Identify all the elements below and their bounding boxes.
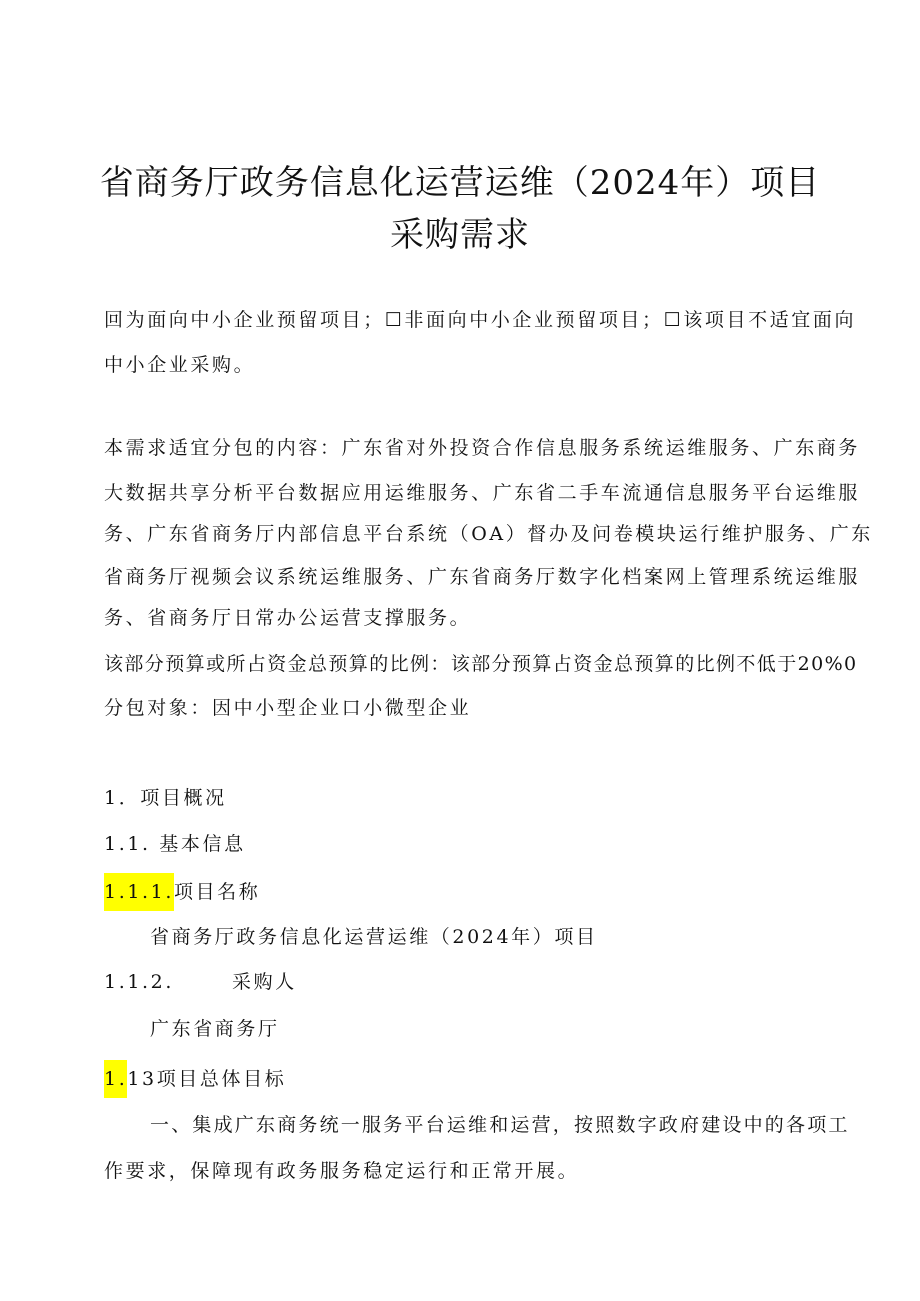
lot-content-line-3: 务、广东省商务厅内部信息平台系统（OA）督办及问卷模块运行维护服务、广东	[104, 523, 873, 545]
document-title-line-2: 采购需求	[390, 215, 530, 255]
lot-target: 分包对象：因中小型企业口小微型企业	[104, 697, 472, 719]
lot-content-line-1: 本需求适宜分包的内容：广东省对外投资合作信息服务系统运维服务、广东商务	[104, 437, 861, 459]
project-name-value: 省商务厅政务信息化运营运维（2024年）项目	[150, 926, 598, 948]
lot-content-line-5: 务、省商务厅日常办公运营支撑服务。	[104, 607, 472, 629]
section-heading-1-1: 1.1. 基本信息	[104, 833, 246, 855]
lot-budget-ratio: 该部分预算或所占资金总预算的比例：该部分预算占资金总预算的比例不低于20%0	[104, 653, 858, 675]
lot-content-line-4: 省商务厅视频会议系统运维服务、广东省商务厅数字化档案网上管理系统运维服	[104, 566, 861, 588]
lot-content-line-2: 大数据共享分析平台数据应用运维服务、广东省二手车流通信息服务平台运维服	[104, 482, 861, 504]
sme-reservation-line-1: 回为面向中小企业预留项目；☐非面向中小企业预留项目；☐该项目不适宜面向	[104, 309, 857, 331]
document-title-line-1: 省商务厅政务信息化运营运维（2024年）项目	[99, 163, 821, 203]
purchaser-value: 广东省商务厅	[150, 1018, 280, 1040]
sme-reservation-line-2: 中小企业采购。	[104, 354, 256, 376]
section-heading-1: 1．项目概况	[104, 787, 227, 809]
section-heading-text: 13项目总体目标	[127, 1068, 287, 1090]
highlighted-section-number: 1.1.1.	[104, 873, 174, 911]
section-heading-text: 采购人	[231, 971, 297, 993]
goal-paragraph-line-1: 一、集成广东商务统一服务平台运维和运营，按照数字政府建设中的各项工	[150, 1114, 850, 1136]
section-heading-1-1-2	[104, 967, 824, 997]
section-heading-text: 项目名称	[173, 881, 261, 903]
section-heading-1-1-3	[104, 1060, 824, 1098]
section-heading-1-1-1	[104, 873, 824, 911]
highlighted-section-number: 1.	[104, 1060, 127, 1098]
section-number: 1.1.2.	[104, 971, 174, 993]
goal-paragraph-line-2: 作要求，保障现有政务服务稳定运行和正常开展。	[104, 1160, 580, 1182]
